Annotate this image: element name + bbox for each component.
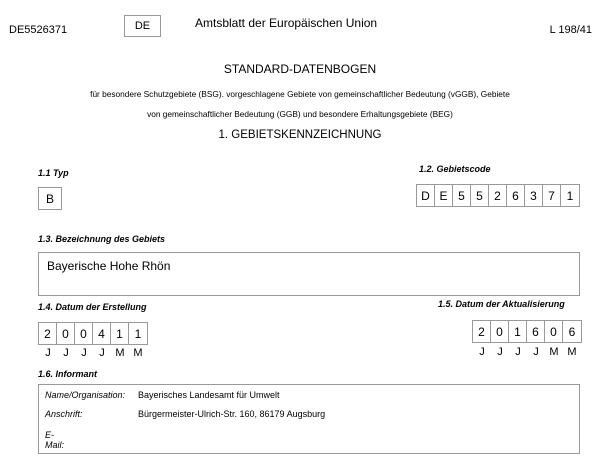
date-digit: 0 <box>491 321 509 342</box>
code-char: 2 <box>489 185 507 206</box>
informant-address-value[interactable]: Bürgermeister-Ulrich-Str. 160, 86179 Augsburg <box>138 409 326 419</box>
date-digit: 6 <box>568 324 576 339</box>
erstellung-date-format <box>39 347 147 359</box>
bezeichnung-value: Bayerische Hohe Rhön <box>47 259 171 273</box>
code-char: E <box>435 185 453 206</box>
section-title: 1. GEBIETSKENNZEICHNUNG <box>218 129 382 141</box>
date-digit: 2 <box>39 323 57 344</box>
format-letter: M <box>549 346 559 358</box>
erstellung-date-field[interactable] <box>38 322 148 345</box>
format-letter: J <box>533 346 539 358</box>
date-digit: 0 <box>545 321 563 342</box>
bezeichnung-field[interactable] <box>38 252 580 296</box>
typ-field[interactable]: B <box>38 187 62 210</box>
form-subtitle-line-2: von gemeinschaftlicher Bedeutung (GGB) und besondere Erhaltungsgebiete (BEG) <box>147 109 453 119</box>
language-badge: DE <box>124 15 161 37</box>
informant-name-label: Name/Organisation: <box>45 390 126 400</box>
date-digit: 4 <box>93 323 111 344</box>
date-digit: 0 <box>57 323 75 344</box>
format-letter: J <box>45 347 51 359</box>
erstellung-label: 1.4. Datum der Erstellung <box>38 302 147 312</box>
code-char: 7 <box>543 185 561 206</box>
informant-email-label: E-Mail: <box>45 430 65 450</box>
form-subtitle-line-1: für besondere Schutzgebiete (BSG). vorgeschlagene Gebiete von gemeinschaftlicher Bedeutung (vGGB), Gebiete <box>90 89 510 99</box>
aktualisierung-date-field[interactable] <box>472 320 582 343</box>
gebietscode-field[interactable] <box>416 184 580 207</box>
typ-label: 1.1 Typ <box>38 168 69 178</box>
page-reference: L 198/41 <box>549 24 592 36</box>
informant-label: 1.6. Informant <box>38 369 98 379</box>
format-letter: M <box>133 347 143 359</box>
aktualisierung-label: 1.5. Datum der Aktualisierung <box>438 299 565 309</box>
date-digit: 1 <box>111 323 129 344</box>
bezeichnung-label: 1.3. Bezeichnung des Gebiets <box>38 234 166 244</box>
format-letter: J <box>497 346 503 358</box>
gebietscode-label: 1.2. Gebietscode <box>419 164 491 174</box>
format-letter: M <box>567 346 577 358</box>
date-digit: 1 <box>134 326 142 341</box>
informant-box <box>38 384 580 454</box>
date-digit: 2 <box>473 321 491 342</box>
date-digit: 1 <box>509 321 527 342</box>
form-title: STANDARD-DATENBOGEN <box>223 62 377 76</box>
format-letter: J <box>515 346 521 358</box>
informant-name-value[interactable]: Bayerisches Landesamt für Umwelt <box>138 390 280 400</box>
document-id: DE5526371 <box>9 24 68 36</box>
code-char: 1 <box>566 188 574 203</box>
date-digit: 6 <box>527 321 545 342</box>
code-char: 3 <box>525 185 543 206</box>
date-digit: 0 <box>75 323 93 344</box>
format-letter: J <box>479 346 485 358</box>
format-letter: J <box>63 347 69 359</box>
aktualisierung-date-format <box>473 346 581 358</box>
format-letter: J <box>99 347 105 359</box>
format-letter: M <box>115 347 125 359</box>
code-char: 5 <box>453 185 471 206</box>
journal-title: Amtsblatt der Europäischen Union <box>195 16 378 30</box>
informant-address-label: Anschrift: <box>45 409 83 419</box>
code-char: 5 <box>471 185 489 206</box>
format-letter: J <box>81 347 87 359</box>
code-char: D <box>417 185 435 206</box>
code-char: 6 <box>507 185 525 206</box>
